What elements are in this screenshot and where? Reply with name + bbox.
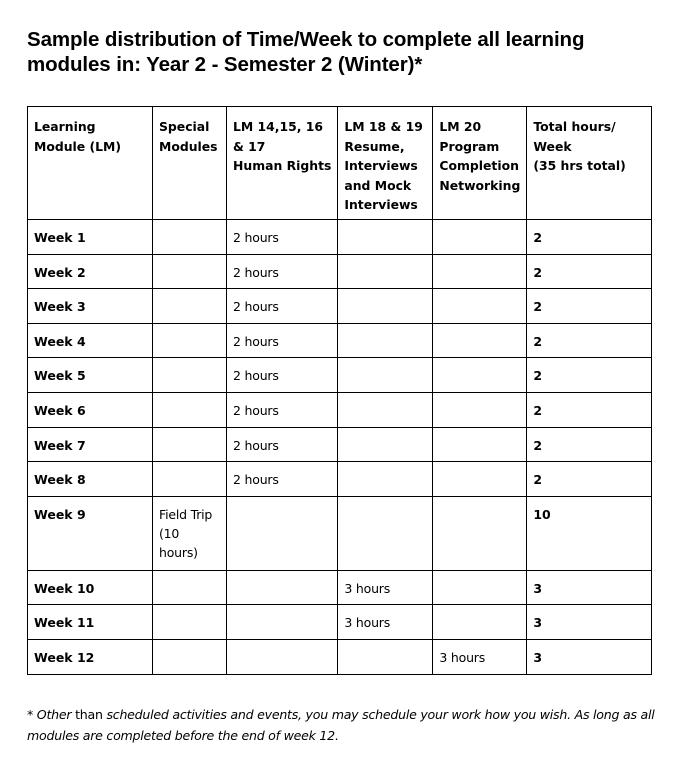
header-text: LM 18 & 19 [344, 119, 423, 134]
footnote-part-3: scheduled activities and events, you may schedule your work how you wish. As long as all modules are completed before the end of week 12. [27, 707, 655, 743]
special-cell [153, 254, 227, 289]
header-text: Week [533, 138, 572, 154]
lm14-17-cell: 2 hours [227, 358, 338, 393]
lm20-cell [433, 323, 527, 358]
table-row [28, 323, 652, 358]
special-cell [153, 605, 227, 640]
header-text: Program [439, 138, 500, 154]
week-cell: Week 9 [28, 496, 153, 570]
header-text: & 17 [233, 138, 266, 154]
lm18-19-cell: 3 hours [338, 605, 433, 640]
week-cell: Week 4 [28, 323, 153, 358]
footnote-part-2: than [71, 707, 107, 722]
lm14-17-cell [227, 496, 338, 570]
lm18-19-cell [338, 639, 433, 674]
lm14-17-cell: 2 hours [227, 427, 338, 462]
lm18-19-cell [338, 289, 433, 324]
special-cell [153, 496, 227, 570]
footnote [27, 704, 657, 746]
week-cell: Week 2 [28, 254, 153, 289]
special-cell [153, 220, 227, 255]
lm18-19-cell [338, 462, 433, 497]
lm20-cell [433, 427, 527, 462]
header-lm-18-19 [338, 107, 433, 220]
lm14-17-cell: 2 hours [227, 220, 338, 255]
week-cell: Week 7 [28, 427, 153, 462]
week-cell: Week 10 [28, 570, 153, 605]
lm18-19-cell [338, 254, 433, 289]
title-line-2: modules in: Year 2 - Semester 2 (Winter)* [27, 53, 423, 76]
special-cell [153, 462, 227, 497]
table-row [28, 358, 652, 393]
header-lm-14-17 [227, 107, 338, 220]
table-header-row [28, 107, 652, 220]
total-cell: 3 [527, 605, 652, 640]
lm18-19-cell [338, 220, 433, 255]
lm14-17-cell: 2 hours [227, 392, 338, 427]
table-row [28, 570, 652, 605]
week-cell: Week 5 [28, 358, 153, 393]
special-text: (10 [159, 525, 180, 541]
table-row [28, 392, 652, 427]
table-row [28, 254, 652, 289]
lm18-19-cell [338, 496, 433, 570]
week-cell: Week 11 [28, 605, 153, 640]
week-cell: Week 12 [28, 639, 153, 674]
total-cell: 2 [527, 427, 652, 462]
total-cell: 2 [527, 254, 652, 289]
lm14-17-cell [227, 639, 338, 674]
week-cell: Week 6 [28, 392, 153, 427]
header-learning-module [28, 107, 153, 220]
lm14-17-cell [227, 605, 338, 640]
lm18-19-cell [338, 323, 433, 358]
special-cell [153, 392, 227, 427]
header-text: Completion [439, 158, 519, 173]
header-text: Interviews [344, 197, 418, 212]
special-text: Field Trip [159, 506, 213, 522]
table-row [28, 605, 652, 640]
lm20-cell [433, 392, 527, 427]
week-cell: Week 8 [28, 462, 153, 497]
lm20-cell [433, 289, 527, 324]
special-cell [153, 358, 227, 393]
header-text: Networking [439, 177, 521, 193]
footnote-part-1: * Other [27, 707, 72, 722]
total-cell: 3 [527, 570, 652, 605]
lm20-cell: 3 hours [433, 639, 527, 674]
lm14-17-cell: 2 hours [227, 289, 338, 324]
total-cell: 2 [527, 462, 652, 497]
table-row [28, 462, 652, 497]
lm18-19-cell [338, 392, 433, 427]
total-cell: 2 [527, 220, 652, 255]
lm14-17-cell [227, 570, 338, 605]
table-row [28, 220, 652, 255]
lm14-17-cell: 2 hours [227, 323, 338, 358]
lm20-cell [433, 220, 527, 255]
header-text: Total hours/ [533, 119, 616, 134]
header-text: Special [159, 119, 210, 134]
lm14-17-cell: 2 hours [227, 462, 338, 497]
special-cell [153, 639, 227, 674]
table-row [28, 496, 652, 570]
schedule-table [27, 106, 652, 675]
lm20-cell [433, 605, 527, 640]
special-cell [153, 427, 227, 462]
lm20-cell [433, 496, 527, 570]
table-row [28, 289, 652, 324]
lm18-19-cell: 3 hours [338, 570, 433, 605]
header-text: and Mock [344, 177, 412, 193]
title-line-1: Sample distribution of Time/Week to complete all learning [27, 28, 585, 51]
lm20-cell [433, 358, 527, 393]
total-cell: 10 [527, 496, 652, 570]
special-cell [153, 323, 227, 358]
header-text: Resume, [344, 138, 405, 154]
lm14-17-cell: 2 hours [227, 254, 338, 289]
header-total-hours [527, 107, 652, 220]
total-cell: 2 [527, 358, 652, 393]
total-cell: 2 [527, 323, 652, 358]
header-text: Module (LM) [34, 138, 122, 154]
table-row [28, 639, 652, 674]
week-cell: Week 3 [28, 289, 153, 324]
header-text: Learning [34, 119, 96, 134]
lm20-cell [433, 462, 527, 497]
week-cell: Week 1 [28, 220, 153, 255]
header-text: Modules [159, 138, 218, 154]
header-text: LM 14,15, 16 [233, 119, 323, 134]
header-text: Human Rights [233, 158, 332, 173]
lm20-cell [433, 254, 527, 289]
special-cell [153, 570, 227, 605]
lm18-19-cell [338, 427, 433, 462]
total-cell: 2 [527, 392, 652, 427]
table-row [28, 427, 652, 462]
total-cell: 3 [527, 639, 652, 674]
header-text: Interviews [344, 158, 418, 173]
special-text: hours) [159, 544, 198, 560]
lm18-19-cell [338, 358, 433, 393]
header-lm-20 [433, 107, 527, 220]
special-cell [153, 289, 227, 324]
document-title [27, 27, 657, 77]
lm20-cell [433, 570, 527, 605]
total-cell: 2 [527, 289, 652, 324]
header-special-modules [153, 107, 227, 220]
header-text: LM 20 [439, 119, 482, 134]
header-text: (35 hrs total) [533, 158, 626, 173]
